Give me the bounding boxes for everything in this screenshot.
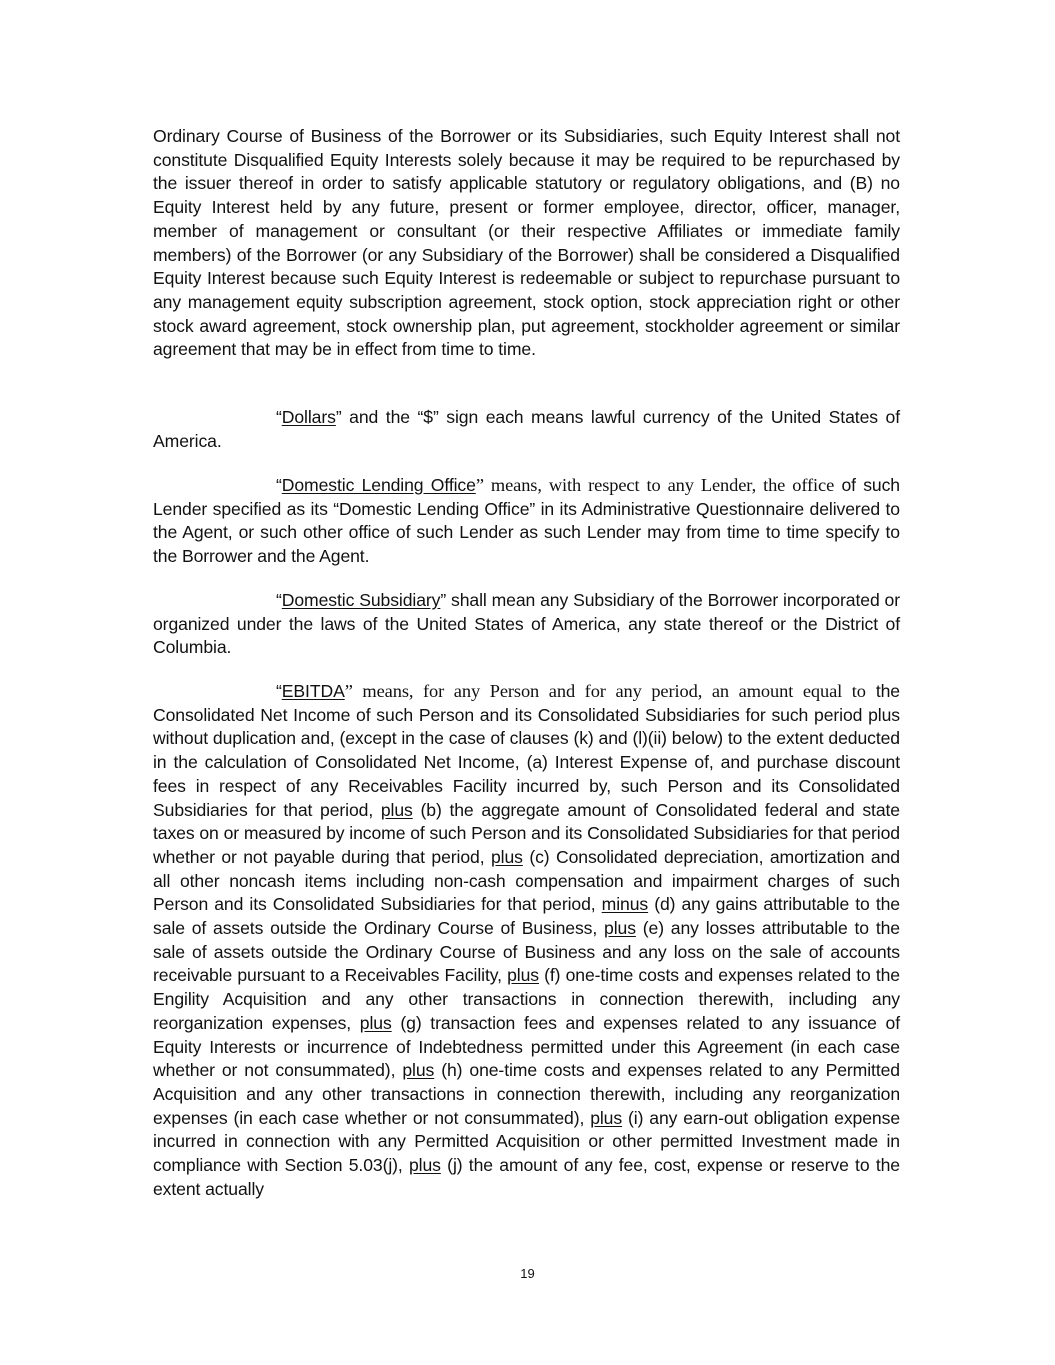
definition-text: (d) any gains attributable to the sale of assets outside the Ordinary Course of Business, (153, 894, 900, 939)
definition-ebitda (153, 680, 900, 1201)
definition-text: (g) transaction fees and expenses related to any issuance of Equity Interests or incurrence of Indebtedness permitted under this Agreement (in each case whether or not consummated), (153, 1012, 900, 1081)
definition-text: (f) one-time costs and expenses related to the Engility Acquisition and any other transactions in connection therewith, including any reorganization expenses, (153, 965, 900, 1033)
definition-text: (c) Consolidated depreciation, amortization and all other noncash items including non-cash compensation and impairment charges of such Person and its Consolidated Subsidiaries for that period, (153, 846, 900, 915)
operator-plus: plus (490, 846, 523, 867)
operator-plus: plus (409, 1155, 441, 1176)
open-quote: “ (276, 475, 282, 495)
defined-term-domestic-subsidiary: Domestic Subsidiary (281, 590, 441, 610)
definition-text: the Consolidated Net Income of such Person and its Consolidated Subsidiaries for such period plus without duplication and, (except in the case of clauses (k) and (l)(ii) below) to the extent deducted in the calculation of Consolidated Net Income, (a) Interest Expense of, and purchase discount fees in respect of any Receivables Facility incurred by, such Person and its Consolidated Subsidiaries for that period, (153, 681, 900, 820)
definition-text: (h) one-time costs and expenses related to any Permitted Acquisition and any other transactions in connection therewith, including any reorganization expenses (in each case whether or not consummated), (153, 1060, 900, 1128)
definition-text: ” shall mean any Subsidiary of the Borrower incorporated or organized under the laws of the United States of America, any state thereof or the District of Columbia. (153, 590, 900, 658)
operator-plus: plus (380, 799, 413, 820)
defined-term-domestic-lending-office: Domestic Lending Office (281, 475, 476, 495)
definition-domestic-lending-office (153, 474, 900, 569)
operator-minus: minus (601, 894, 649, 915)
definition-text-serif: ” means, for any Person and for any period, an amount equal to (344, 681, 866, 701)
operator-plus: plus (359, 1012, 392, 1033)
definition-dollars (153, 406, 900, 453)
open-quote: “ (276, 681, 282, 701)
definition-text: (i) any earn-out obligation expense incurred in connection with any Permitted Acquisition or other permitted Investment made in compliance with Section 5.03(j), (153, 1107, 900, 1176)
definition-text: (j) the amount of any fee, cost, expense or reserve to the extent actually (153, 1155, 900, 1199)
definition-text-serif: ” means, with respect to any Lender, the office (475, 475, 835, 495)
operator-plus: plus (590, 1107, 623, 1128)
defined-term-ebitda: EBITDA (281, 681, 345, 701)
paragraph-continued-definition: Ordinary Course of Business of the Borrower or its Subsidiaries, such Equity Interest shall not constitute Disqualified Equity Interests solely because it may be required to be repurchased by the issuer thereof in order to satisfy applicable statutory or regulatory obligations, and (B) no Equity Interest held by any future, present or former employee, director, officer, manager, member of management or consultant (or their respective Affiliates or immediate family members) of the Borrower (or any Subsidiary of the Borrower) shall be considered a Disqualified Equity Interest because such Equity Interest is redeemable or subject to repurchase pursuant to any management equity subscription agreement, stock option, stock appreciation right or other stock award agreement, stock ownership plan, put agreement, stockholder agreement or similar agreement that may be in effect from time to time. (153, 126, 900, 360)
operator-plus: plus (507, 965, 539, 986)
definition-text: (e) any losses attributable to the sale of assets outside the Ordinary Course of Business and any loss on the sale of accounts receivable pursuant to a Receivables Facility, (153, 918, 900, 986)
definition-text: (b) the aggregate amount of Consolidated federal and state taxes on or measured by income of such Person and its Consolidated Subsidiaries for that period whether or not payable during that period, (153, 799, 900, 867)
definition-text: ” and the “$” sign each means lawful currency of the United States of America. (153, 407, 900, 451)
definition-domestic-subsidiary (153, 589, 900, 660)
open-quote: “ (276, 590, 282, 610)
definition-text: of such Lender specified as its “Domestic Lending Office” in its Administrative Questionnaire delivered to the Agent, or such other office of such Lender as such Lender may from time to time specify to the Borrower and the Agent. (153, 475, 900, 567)
operator-plus: plus (402, 1060, 435, 1081)
page-number: 19 (520, 1266, 535, 1281)
operator-plus: plus (604, 918, 636, 939)
open-quote: “ (276, 407, 282, 427)
defined-term-dollars: Dollars (281, 407, 336, 427)
